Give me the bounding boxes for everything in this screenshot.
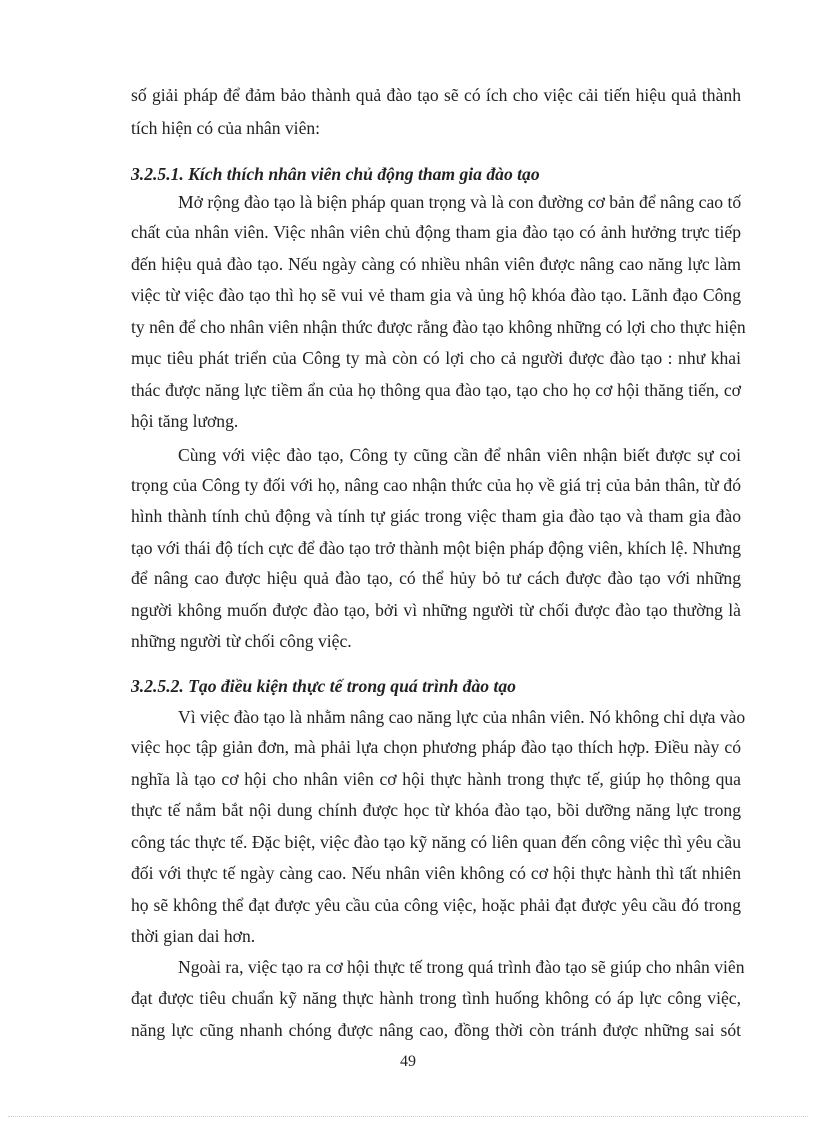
body-text-line: Cùng với việc đào tạo, Công ty cũng cần để nhân viên nhận biết được sự coi — [178, 445, 741, 465]
body-text-line: Vì việc đào tạo là nhằm nâng cao năng lực của nhân viên. Nó không chỉ dựa vào — [178, 707, 746, 727]
body-text-line: thời gian dai hơn. — [131, 926, 256, 946]
body-text-line: Mở rộng đào tạo là biện pháp quan trọng và là con đường cơ bản để nâng cao tố — [178, 192, 742, 212]
body-text-line: hội tăng lương. — [131, 411, 239, 431]
body-text-line: người không muốn được đào tạo, bởi vì những người từ chối được đào tạo thường là — [131, 600, 741, 620]
body-text-line: những người từ chối công việc. — [131, 631, 352, 651]
body-text-line: nghĩa là tạo cơ hội cho nhân viên cơ hội thực hành trong thực tế, giúp họ thông qua — [131, 769, 741, 789]
body-text-line: việc học tập giản đơn, mà phải lựa chọn phương pháp đào tạo thích hợp. Điều này có — [131, 737, 741, 757]
body-text-line: đạt được tiêu chuẩn kỹ năng thực hành trong tình huống không có áp lực công việc, — [131, 988, 741, 1008]
body-text-line: thác được năng lực tiềm ẩn của họ thông qua đào tạo, tạo cho họ cơ hội thăng tiến, cơ — [131, 380, 741, 400]
body-text-line: chất của nhân viên. Việc nhân viên chủ động tham gia đào tạo có ảnh hưởng trực tiếp — [131, 222, 741, 242]
body-text-line: số giải pháp để đảm bảo thành quả đào tạo sẽ có ích cho việc cải tiến hiệu quả thành — [131, 85, 741, 105]
body-text-line: Ngoài ra, việc tạo ra cơ hội thực tế trong quá trình đào tạo sẽ giúp cho nhân viên — [178, 957, 745, 977]
body-text-line: đối với thực tế ngày càng cao. Nếu nhân viên không có cơ hội thực hành thì tất nhiên — [131, 863, 741, 883]
body-text-line: họ sẽ không thể đạt được yêu cầu của công việc, hoặc phải đạt được yêu cầu đó trong — [131, 895, 741, 915]
body-text-line: hình thành tính chủ động và tính tự giác trong việc tham gia đào tạo và tham gia đào — [131, 506, 741, 526]
page-number: 49 — [400, 1053, 416, 1070]
section-heading: 3.2.5.1. Kích thích nhân viên chủ động tham gia đào tạo — [131, 164, 540, 184]
body-text-line: ty nên để cho nhân viên nhận thức được rằng đào tạo không những có lợi cho thực hiện — [131, 317, 746, 337]
page-bottom-divider — [8, 1116, 808, 1117]
body-text-line: tích hiện có của nhân viên: — [131, 118, 321, 138]
body-text-line: tạo với thái độ tích cực để đào tạo trở thành một biện pháp động viên, khích lệ. Nhưng — [131, 538, 741, 558]
body-text-line: đến hiệu quả đào tạo. Nếu ngày càng có nhiều nhân viên được nâng cao năng lực làm — [131, 254, 741, 274]
body-text-line: thực tế nắm bắt nội dung chính được học từ khóa đào tạo, bồi dưỡng năng lực trong — [131, 800, 741, 820]
body-text-line: công tác thực tế. Đặc biệt, việc đào tạo kỹ năng có liên quan đến công việc thì yêu cầu — [131, 832, 741, 852]
section-heading: 3.2.5.2. Tạo điều kiện thực tế trong quá trình đào tạo — [131, 676, 516, 696]
body-text-line: năng lực cũng nhanh chóng được nâng cao, đồng thời còn tránh được những sai sót — [131, 1020, 741, 1040]
body-text-line: mục tiêu phát triển của Công ty mà còn có lợi cho cả người được đào tạo : như khai — [131, 348, 741, 368]
body-text-line: việc từ việc đào tạo thì họ sẽ vui vẻ tham gia và ủng hộ khóa đào tạo. Lãnh đạo Công — [131, 285, 741, 305]
body-text-line: để nâng cao được hiệu quả đào tạo, có thể hủy bỏ tư cách được đào tạo với những — [131, 568, 741, 588]
body-text-line: trọng của Công ty đối với họ, nâng cao nhận thức của họ về giá trị của bản thân, từ đó — [131, 475, 741, 495]
